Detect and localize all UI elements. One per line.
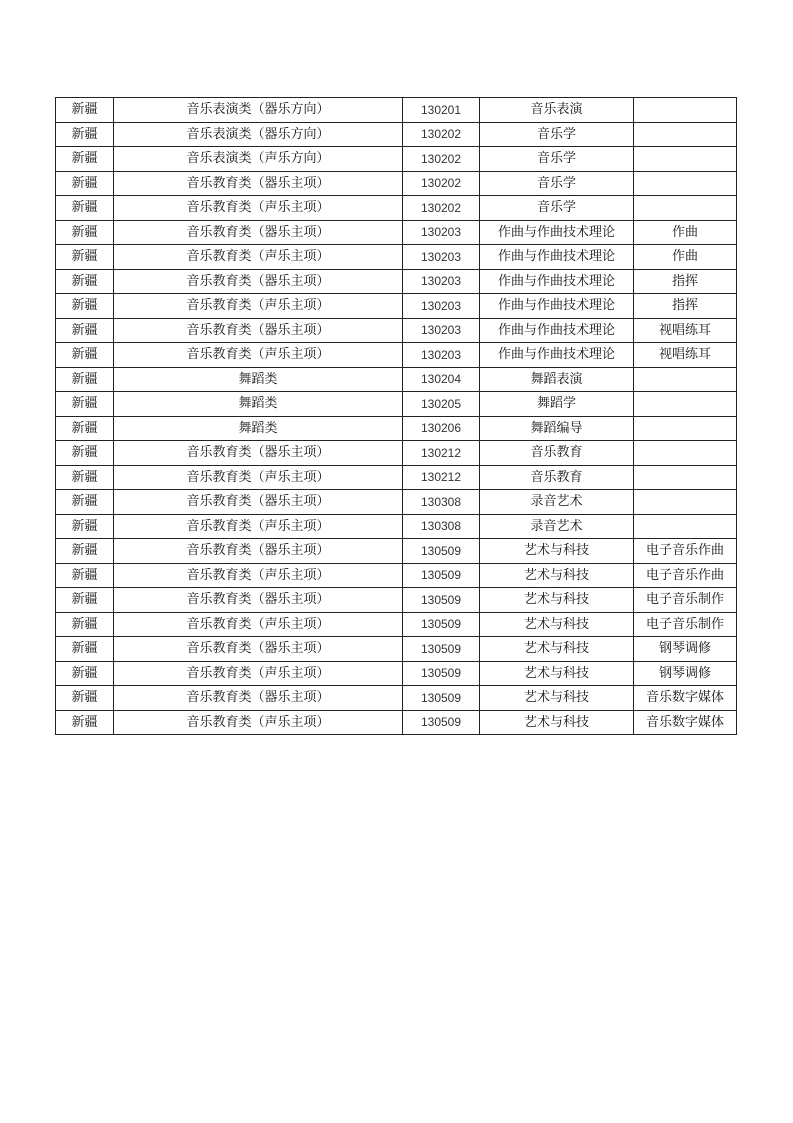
- table-row: [56, 490, 737, 515]
- region-cell: 新疆: [56, 147, 114, 172]
- region-cell: 新疆: [56, 392, 114, 417]
- region-cell: 新疆: [56, 294, 114, 319]
- table-row: [56, 416, 737, 441]
- major-code-cell: 130206: [403, 416, 480, 441]
- category-cell: 音乐教育类（声乐主项）: [114, 563, 403, 588]
- major-name-cell: 作曲与作曲技术理论: [480, 245, 634, 270]
- major-name-cell: 音乐教育: [480, 465, 634, 490]
- region-cell: 新疆: [56, 563, 114, 588]
- major-name-cell: 作曲与作曲技术理论: [480, 318, 634, 343]
- major-code-cell: 130212: [403, 465, 480, 490]
- major-code-cell: 130212: [403, 441, 480, 466]
- major-name-cell: 音乐教育: [480, 441, 634, 466]
- category-cell: 音乐教育类（器乐主项）: [114, 220, 403, 245]
- major-code-cell: 130204: [403, 367, 480, 392]
- direction-cell: 电子音乐作曲: [634, 563, 737, 588]
- major-code-cell: 130203: [403, 269, 480, 294]
- major-name-cell: 录音艺术: [480, 490, 634, 515]
- direction-cell: [634, 441, 737, 466]
- table-row: [56, 392, 737, 417]
- region-cell: 新疆: [56, 490, 114, 515]
- direction-cell: 音乐数字媒体: [634, 710, 737, 735]
- table-row: [56, 367, 737, 392]
- major-name-cell: 作曲与作曲技术理论: [480, 294, 634, 319]
- major-name-cell: 艺术与科技: [480, 637, 634, 662]
- table-row: [56, 441, 737, 466]
- direction-cell: 视唱练耳: [634, 343, 737, 368]
- major-name-cell: 舞蹈学: [480, 392, 634, 417]
- direction-cell: 音乐数字媒体: [634, 686, 737, 711]
- table-row: [56, 98, 737, 123]
- major-code-cell: 130203: [403, 220, 480, 245]
- major-code-cell: 130202: [403, 196, 480, 221]
- region-cell: 新疆: [56, 441, 114, 466]
- table-row: [56, 686, 737, 711]
- direction-cell: 作曲: [634, 245, 737, 270]
- table-row: [56, 147, 737, 172]
- table-row: [56, 612, 737, 637]
- region-cell: 新疆: [56, 220, 114, 245]
- major-code-cell: 130308: [403, 514, 480, 539]
- major-name-cell: 艺术与科技: [480, 686, 634, 711]
- direction-cell: 指挥: [634, 294, 737, 319]
- region-cell: 新疆: [56, 343, 114, 368]
- region-cell: 新疆: [56, 416, 114, 441]
- table-row: [56, 220, 737, 245]
- direction-cell: [634, 367, 737, 392]
- category-cell: 音乐教育类（声乐主项）: [114, 196, 403, 221]
- direction-cell: 电子音乐制作: [634, 612, 737, 637]
- table-row: [56, 318, 737, 343]
- region-cell: 新疆: [56, 637, 114, 662]
- major-code-cell: 130203: [403, 318, 480, 343]
- major-code-cell: 130509: [403, 612, 480, 637]
- category-cell: 音乐教育类（器乐主项）: [114, 441, 403, 466]
- region-cell: 新疆: [56, 588, 114, 613]
- table-row: [56, 563, 737, 588]
- category-cell: 音乐表演类（器乐方向）: [114, 98, 403, 123]
- region-cell: 新疆: [56, 465, 114, 490]
- direction-cell: 视唱练耳: [634, 318, 737, 343]
- category-cell: 舞蹈类: [114, 416, 403, 441]
- table-row: [56, 661, 737, 686]
- direction-cell: [634, 171, 737, 196]
- direction-cell: [634, 147, 737, 172]
- table-row: [56, 588, 737, 613]
- table-row: [56, 196, 737, 221]
- direction-cell: [634, 514, 737, 539]
- table-row: [56, 122, 737, 147]
- major-name-cell: 艺术与科技: [480, 539, 634, 564]
- region-cell: 新疆: [56, 122, 114, 147]
- major-code-cell: 130201: [403, 98, 480, 123]
- direction-cell: 作曲: [634, 220, 737, 245]
- major-code-cell: 130205: [403, 392, 480, 417]
- category-cell: 音乐教育类（声乐主项）: [114, 294, 403, 319]
- major-code-cell: 130308: [403, 490, 480, 515]
- direction-cell: [634, 196, 737, 221]
- region-cell: 新疆: [56, 196, 114, 221]
- major-name-cell: 舞蹈表演: [480, 367, 634, 392]
- major-name-cell: 艺术与科技: [480, 710, 634, 735]
- table-row: [56, 294, 737, 319]
- major-name-cell: 作曲与作曲技术理论: [480, 269, 634, 294]
- major-name-cell: 音乐学: [480, 171, 634, 196]
- region-cell: 新疆: [56, 367, 114, 392]
- major-code-cell: 130509: [403, 710, 480, 735]
- category-cell: 音乐教育类（声乐主项）: [114, 465, 403, 490]
- category-cell: 音乐教育类（声乐主项）: [114, 612, 403, 637]
- direction-cell: [634, 392, 737, 417]
- category-cell: 音乐教育类（器乐主项）: [114, 637, 403, 662]
- table-row: [56, 343, 737, 368]
- category-cell: 音乐教育类（声乐主项）: [114, 245, 403, 270]
- direction-cell: [634, 122, 737, 147]
- major-name-cell: 艺术与科技: [480, 563, 634, 588]
- major-code-cell: 130509: [403, 637, 480, 662]
- category-cell: 音乐教育类（器乐主项）: [114, 686, 403, 711]
- category-cell: 音乐教育类（声乐主项）: [114, 514, 403, 539]
- category-cell: 舞蹈类: [114, 367, 403, 392]
- major-name-cell: 艺术与科技: [480, 661, 634, 686]
- category-cell: 音乐教育类（器乐主项）: [114, 588, 403, 613]
- region-cell: 新疆: [56, 269, 114, 294]
- direction-cell: [634, 416, 737, 441]
- region-cell: 新疆: [56, 710, 114, 735]
- category-cell: 音乐教育类（声乐主项）: [114, 710, 403, 735]
- category-cell: 音乐表演类（器乐方向）: [114, 122, 403, 147]
- category-cell: 音乐教育类（器乐主项）: [114, 539, 403, 564]
- direction-cell: [634, 98, 737, 123]
- direction-cell: 电子音乐作曲: [634, 539, 737, 564]
- major-name-cell: 音乐学: [480, 147, 634, 172]
- table-row: [56, 710, 737, 735]
- major-name-cell: 艺术与科技: [480, 612, 634, 637]
- category-cell: 音乐表演类（声乐方向）: [114, 147, 403, 172]
- major-code-cell: 130202: [403, 147, 480, 172]
- table-row: [56, 171, 737, 196]
- major-code-cell: 130203: [403, 343, 480, 368]
- category-cell: 舞蹈类: [114, 392, 403, 417]
- direction-cell: 钢琴调修: [634, 661, 737, 686]
- table-row: [56, 269, 737, 294]
- category-cell: 音乐教育类（声乐主项）: [114, 661, 403, 686]
- major-name-cell: 录音艺术: [480, 514, 634, 539]
- major-code-cell: 130509: [403, 563, 480, 588]
- region-cell: 新疆: [56, 318, 114, 343]
- direction-cell: 钢琴调修: [634, 637, 737, 662]
- region-cell: 新疆: [56, 514, 114, 539]
- major-code-cell: 130202: [403, 171, 480, 196]
- major-code-cell: 130509: [403, 686, 480, 711]
- table-row: [56, 465, 737, 490]
- major-table-body: [56, 98, 737, 735]
- major-code-cell: 130509: [403, 661, 480, 686]
- major-name-cell: 艺术与科技: [480, 588, 634, 613]
- category-cell: 音乐教育类（器乐主项）: [114, 171, 403, 196]
- major-name-cell: 音乐学: [480, 122, 634, 147]
- direction-cell: 电子音乐制作: [634, 588, 737, 613]
- major-name-cell: 作曲与作曲技术理论: [480, 343, 634, 368]
- major-name-cell: 音乐学: [480, 196, 634, 221]
- region-cell: 新疆: [56, 661, 114, 686]
- direction-cell: [634, 465, 737, 490]
- category-cell: 音乐教育类（器乐主项）: [114, 318, 403, 343]
- region-cell: 新疆: [56, 171, 114, 196]
- major-code-cell: 130203: [403, 294, 480, 319]
- major-name-cell: 舞蹈编导: [480, 416, 634, 441]
- direction-cell: 指挥: [634, 269, 737, 294]
- major-name-cell: 音乐表演: [480, 98, 634, 123]
- region-cell: 新疆: [56, 245, 114, 270]
- category-cell: 音乐教育类（声乐主项）: [114, 343, 403, 368]
- major-code-cell: 130202: [403, 122, 480, 147]
- direction-cell: [634, 490, 737, 515]
- region-cell: 新疆: [56, 98, 114, 123]
- major-table: [55, 97, 737, 735]
- region-cell: 新疆: [56, 686, 114, 711]
- region-cell: 新疆: [56, 612, 114, 637]
- category-cell: 音乐教育类（器乐主项）: [114, 269, 403, 294]
- table-row: [56, 514, 737, 539]
- category-cell: 音乐教育类（器乐主项）: [114, 490, 403, 515]
- table-row: [56, 637, 737, 662]
- region-cell: 新疆: [56, 539, 114, 564]
- major-code-cell: 130509: [403, 539, 480, 564]
- table-row: [56, 245, 737, 270]
- major-name-cell: 作曲与作曲技术理论: [480, 220, 634, 245]
- table-row: [56, 539, 737, 564]
- major-code-cell: 130509: [403, 588, 480, 613]
- major-code-cell: 130203: [403, 245, 480, 270]
